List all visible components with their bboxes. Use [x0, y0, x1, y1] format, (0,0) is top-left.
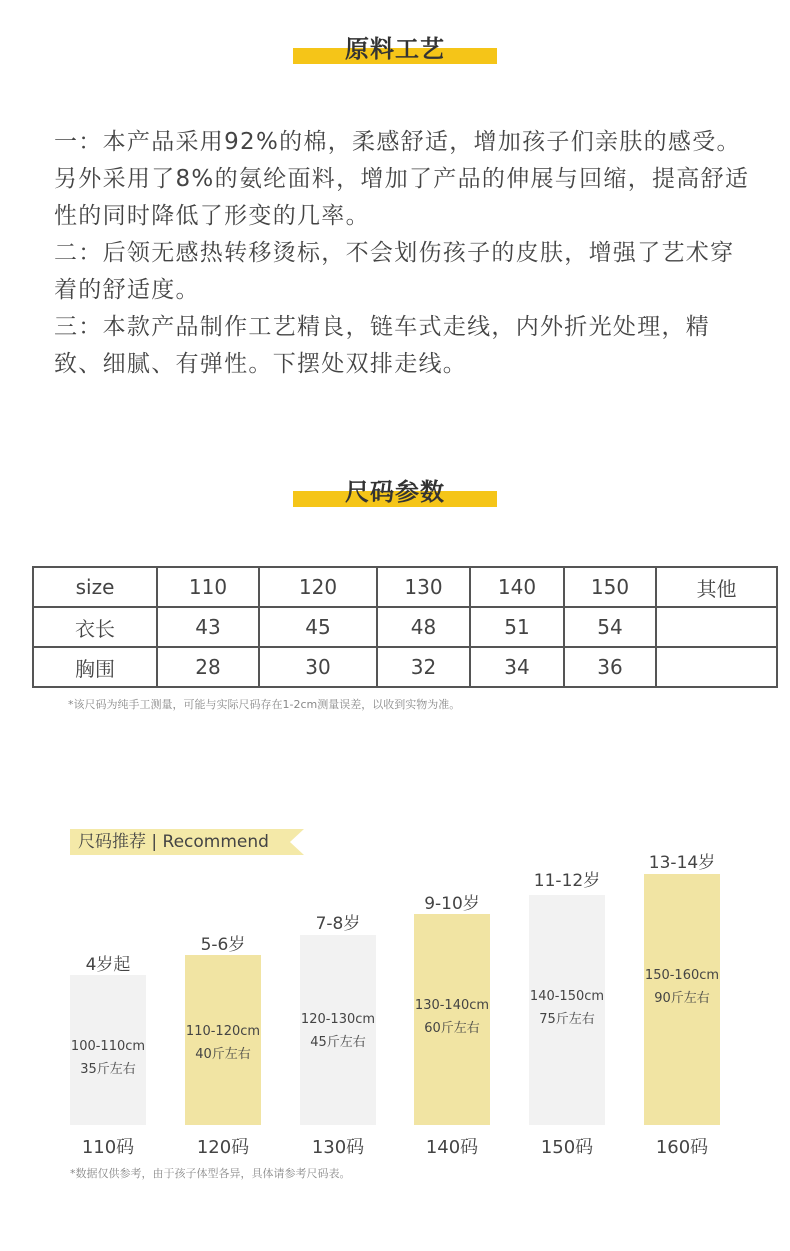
- table-cell: 36: [564, 647, 656, 687]
- age-label: 7-8岁: [315, 914, 361, 934]
- recommend-column-150: [529, 866, 605, 1158]
- size-code: 120码: [196, 1137, 250, 1158]
- age-label: 5-6岁: [200, 935, 246, 955]
- size-code: 140码: [425, 1137, 479, 1158]
- table-cell: 54: [564, 607, 656, 647]
- table-cell: 30: [259, 647, 377, 687]
- recommend-note: *数据仅供参考，由于孩子体型各异，具体请参考尺码表。: [70, 1167, 351, 1180]
- spec-text: 120-130cm 45斤左右: [300, 1012, 376, 1050]
- table-cell: 120: [259, 567, 377, 607]
- spec-text: 100-110cm 35斤左右: [70, 1039, 146, 1077]
- craft-description: [54, 124, 754, 383]
- recommend-column-120: [185, 930, 261, 1158]
- table-cell: 45: [259, 607, 377, 647]
- size-table: [32, 566, 778, 688]
- table-cell: 130: [377, 567, 470, 607]
- table-cell: 其他: [656, 567, 777, 607]
- table-cell: 28: [157, 647, 259, 687]
- size-table-note: *该尺码为纯手工测量，可能与实际尺码存在1-2cm测量误差，以收到实物为准。: [68, 698, 461, 711]
- table-cell: [656, 647, 777, 687]
- size-code: 130码: [311, 1137, 365, 1158]
- table-cell: 34: [470, 647, 564, 687]
- craft-point-3: 三：本款产品制作工艺精良，链车式走线，内外折光处理，精致、细腻、有弹性。下摆处双排走线。: [54, 314, 711, 377]
- table-header-row: [33, 567, 777, 607]
- table-cell: 衣长: [33, 607, 157, 647]
- size-section-title: 尺码参数: [293, 477, 497, 507]
- spec-text: 110-120cm 40斤左右: [185, 1024, 261, 1062]
- table-row: [33, 647, 777, 687]
- age-label: 9-10岁: [424, 894, 480, 914]
- craft-point-2: 二：后领无感热转移烫标，不会划伤孩子的皮肤，增强了艺术穿着的舒适度。: [54, 240, 735, 303]
- size-code: 110码: [81, 1137, 135, 1158]
- age-label: 11-12岁: [533, 871, 601, 891]
- table-cell: 胸围: [33, 647, 157, 687]
- recommend-column-130: [300, 909, 376, 1158]
- table-cell: 51: [470, 607, 564, 647]
- table-cell: 150: [564, 567, 656, 607]
- spec-text: 150-160cm 90斤左右: [644, 968, 720, 1006]
- craft-point-1: 一：本产品采用92%的棉，柔感舒适，增加孩子们亲肤的感受。另外采用了8%的氨纶面料，增加了产品的伸展与回缩，提高舒适性的同时降低了形变的几率。: [54, 129, 750, 229]
- size-code: 160码: [655, 1137, 709, 1158]
- recommend-column-160: [644, 848, 720, 1158]
- recommend-column-140: [414, 889, 490, 1158]
- table-cell: 110: [157, 567, 259, 607]
- age-label: 4岁起: [85, 955, 131, 975]
- table-cell: 32: [377, 647, 470, 687]
- table-cell: [656, 607, 777, 647]
- table-row: [33, 607, 777, 647]
- recommend-column-110: [70, 950, 146, 1158]
- table-cell: size: [33, 567, 157, 607]
- recommend-tag: 尺码推荐 | Recommend: [70, 829, 304, 855]
- table-cell: 140: [470, 567, 564, 607]
- spec-text: 130-140cm 60斤左右: [414, 998, 490, 1036]
- table-cell: 48: [377, 607, 470, 647]
- craft-section-title: 原料工艺: [293, 34, 497, 64]
- age-label: 13-14岁: [648, 853, 716, 873]
- table-cell: 43: [157, 607, 259, 647]
- size-code: 150码: [540, 1137, 594, 1158]
- spec-text: 140-150cm 75斤左右: [529, 989, 605, 1027]
